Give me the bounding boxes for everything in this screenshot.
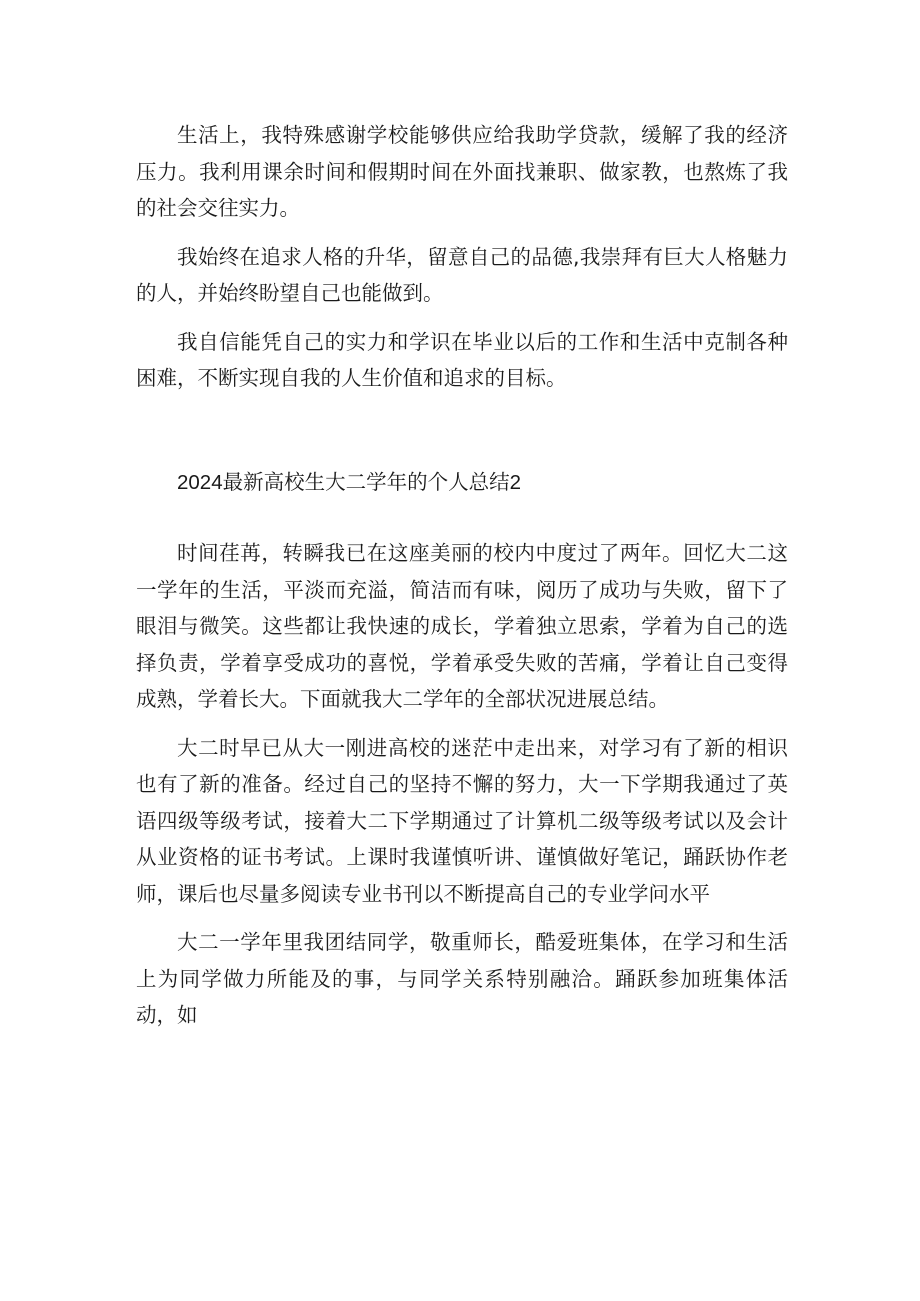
paragraph-confidence: 我自信能凭自己的实力和学识在毕业以后的工作和生活中克制各种困难，不断实现自我的人生价值和追求的目标。 bbox=[136, 329, 788, 390]
paragraph-two-years: 时间荏苒，转瞬我已在这座美丽的校内中度过了两年。回忆大二这一学年的生活，平淡而充溢，简洁而有味，阅历了成功与失败，留下了眼泪与微笑。这些都让我快速的成长，学着独立思索，学着为自己的选择负责，学着享受成功的喜悦，学着承受失败的苦痛，学着让自己变得成熟，学着长大。下面就我大二学年的全部状况进展总结。 bbox=[136, 541, 788, 711]
section-heading: 2024最新高校生大二学年的个人总结2 bbox=[177, 470, 522, 494]
paragraph-study: 大二时早已从大一刚进高校的迷茫中走出来，对学习有了新的相识也有了新的准备。经过自己的坚持不懈的努力，大一下学期我通过了英语四级等级考试，接着大二下学期通过了计算机二级等级考试以及会计从业资格的证书考试。上课时我谨慎听讲、谨慎做好笔记，踊跃协作老师，课后也尽量多阅读专业书刊以不断提高自己的专业学问水平 bbox=[136, 735, 788, 906]
document-body bbox=[136, 117, 788, 1046]
paragraph-character: 我始终在追求人格的升华，留意自己的品德,我崇拜有巨大人格魅力的人，并始终盼望自己也能做到。 bbox=[136, 244, 788, 305]
paragraph-classmates: 大二一学年里我团结同学，敬重师长，酷爱班集体，在学习和生活上为同学做力所能及的事，与同学关系特别融洽。踊跃参加班集体活动，如 bbox=[136, 930, 788, 1027]
paragraph-life-support: 生活上，我特殊感谢学校能够供应给我助学贷款，缓解了我的经济压力。我利用课余时间和假期时间在外面找兼职、做家教，也熬炼了我的社会交往实力。 bbox=[136, 123, 788, 220]
